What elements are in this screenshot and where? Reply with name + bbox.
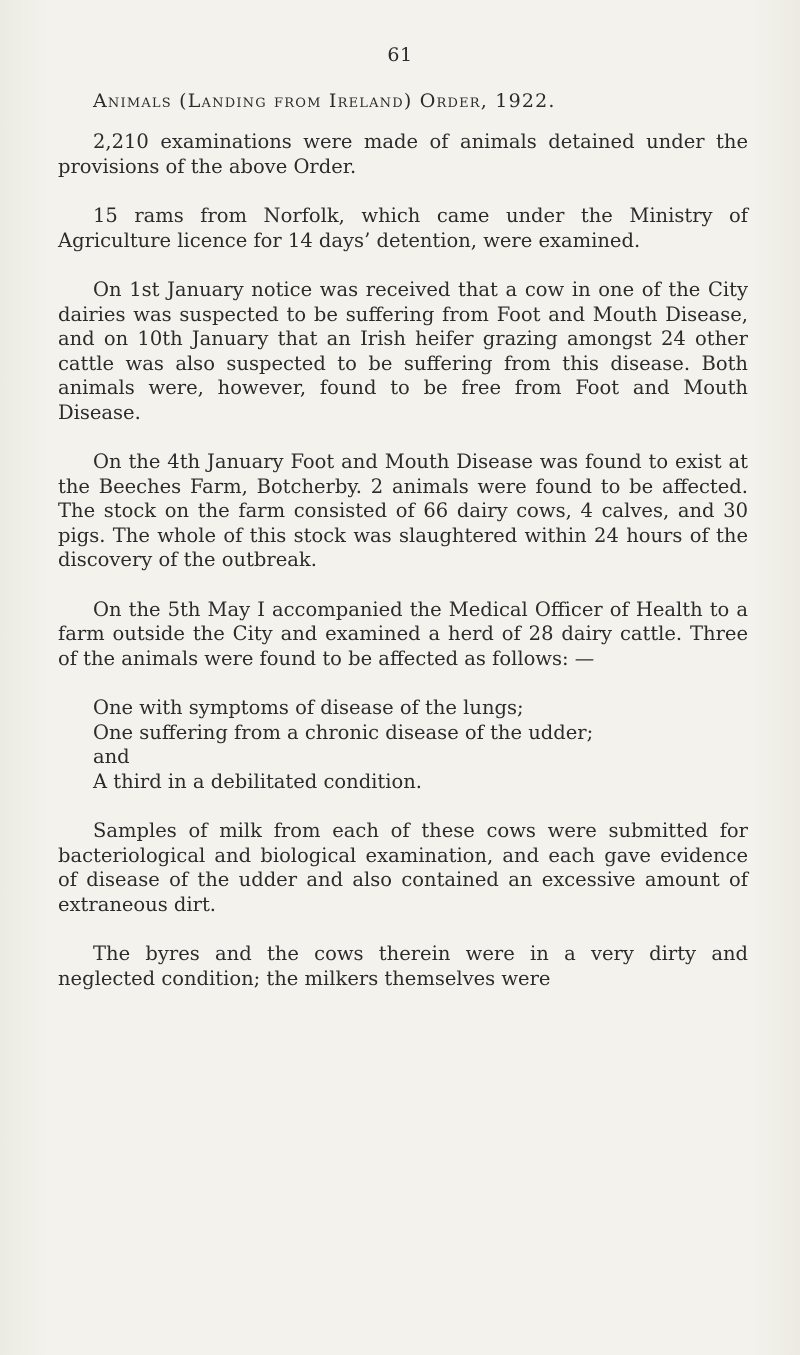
paragraph: The byres and the cows therein were in a very dirty and neglected condition; the milkers themselves were (58, 942, 748, 990)
affected-animals-list (58, 696, 748, 794)
list-item: and (93, 745, 130, 768)
body-text (58, 130, 748, 1016)
paragraph: On 1st January notice was received that a cow in one of the City dairies was suspected to be suffering from Foot and Mouth Disease, and on 10th January that an Irish heifer grazing amongst 24 other cattle was also suspected to be suffering from this disease. Both animals were, however, found to be free from Foot and Mouth Disease. (58, 278, 748, 424)
paragraph: On the 4th January Foot and Mouth Disease was found to exist at the Beeches Farm, Botcherby. 2 animals were found to be affected. The stock on the farm consisted of 66 dairy cows, 4 calves, and 30 pigs. The whole of this stock was slaughtered within 24 hours of the discovery of the outbreak. (58, 450, 748, 571)
page-number: 61 (387, 44, 413, 66)
list-item: One suffering from a chronic disease of the udder; (93, 720, 594, 744)
paragraph: 2,210 examinations were made of animals detained under the provisions of the above Order. (58, 130, 748, 178)
paragraph: Samples of milk from each of these cows were submitted for bacteriological and biological examination, and each gave evidence of disease of the udder and also contained an excessive amount of extraneous dirt. (58, 819, 748, 916)
section-heading: Animals (Landing from Ireland) Order, 1922. (93, 90, 556, 112)
paragraph: On the 5th May I accompanied the Medical Officer of Health to a farm outside the City and examined a herd of 28 dairy cattle. Three of the animals were found to be affected as follows: — (58, 597, 748, 670)
list-item: A third in a debilitated condition. (93, 769, 422, 793)
list-item: One with symptoms of disease of the lungs; (93, 696, 524, 719)
paragraph: 15 rams from Norfolk, which came under the Ministry of Agriculture licence for 14 days’ detention, were examined. (58, 204, 748, 252)
